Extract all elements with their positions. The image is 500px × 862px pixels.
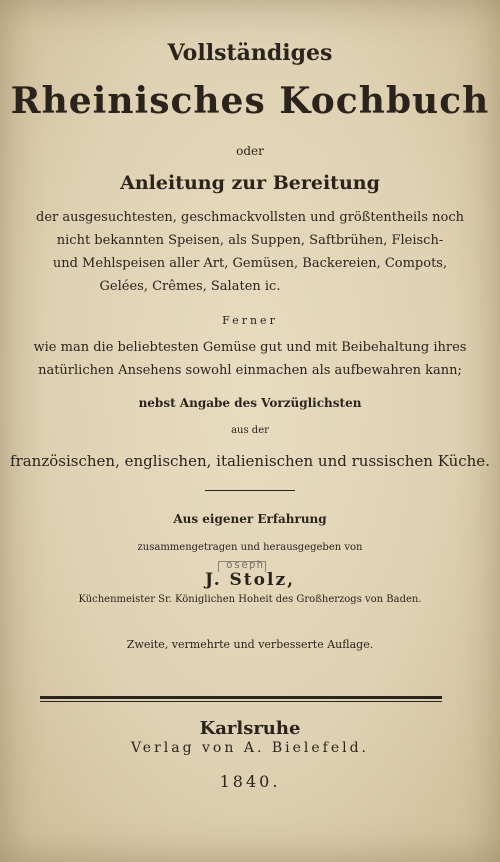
publisher-city: Karlsruhe — [199, 718, 301, 739]
cuisines-text: französischen, englischen, italienischen und russischen Küche. — [10, 452, 490, 470]
edition-text: Zweite, vermehrte und verbesserte Auflage. — [126, 638, 374, 651]
author-name: J. Stolz, — [204, 570, 296, 590]
title-line-2: Rheinisches Kochbuch — [10, 80, 490, 122]
ferner-text: Ferner — [222, 314, 278, 327]
oder-text: oder — [236, 144, 264, 158]
desc-line: Gelées, Crêmes, Salaten ic. — [99, 279, 281, 294]
desc-line: nicht bekannten Speisen, als Suppen, Saftbrühen, Fleisch- — [56, 233, 444, 248]
author-title: Küchenmeister Sr. Königlichen Hoheit des Großherzogs von Baden. — [78, 594, 422, 605]
divider-thick — [40, 696, 442, 699]
handwritten-annotation: oseph — [226, 558, 265, 571]
compiled-text: zusammengetragen und herausgegeben von — [137, 542, 363, 553]
ferner-line: wie man die beliebtesten Gemüse gut und mit Beibehaltung ihres — [33, 340, 467, 355]
publisher-name: Verlag von A. Bielefeld. — [130, 740, 370, 756]
ferner-line: natürlichen Ansehens sowohl einmachen als aufbewahren kann; — [38, 363, 462, 378]
title-line-1: Vollständiges — [167, 40, 333, 66]
nebst-text: nebst Angabe des Vorzüglichsten — [138, 396, 362, 410]
divider-short — [205, 490, 295, 491]
experience-text: Aus eigener Erfahrung — [173, 512, 327, 526]
subtitle: Anleitung zur Bereitung — [120, 172, 380, 194]
publication-year: 1840. — [219, 772, 281, 791]
divider-thin — [40, 701, 442, 702]
desc-line: und Mehlspeisen aller Art, Gemüsen, Backereien, Compots, — [52, 256, 448, 271]
desc-line: der ausgesuchtesten, geschmackvollsten und größtentheils noch — [36, 210, 464, 225]
aus-der-text: aus der — [231, 425, 269, 436]
